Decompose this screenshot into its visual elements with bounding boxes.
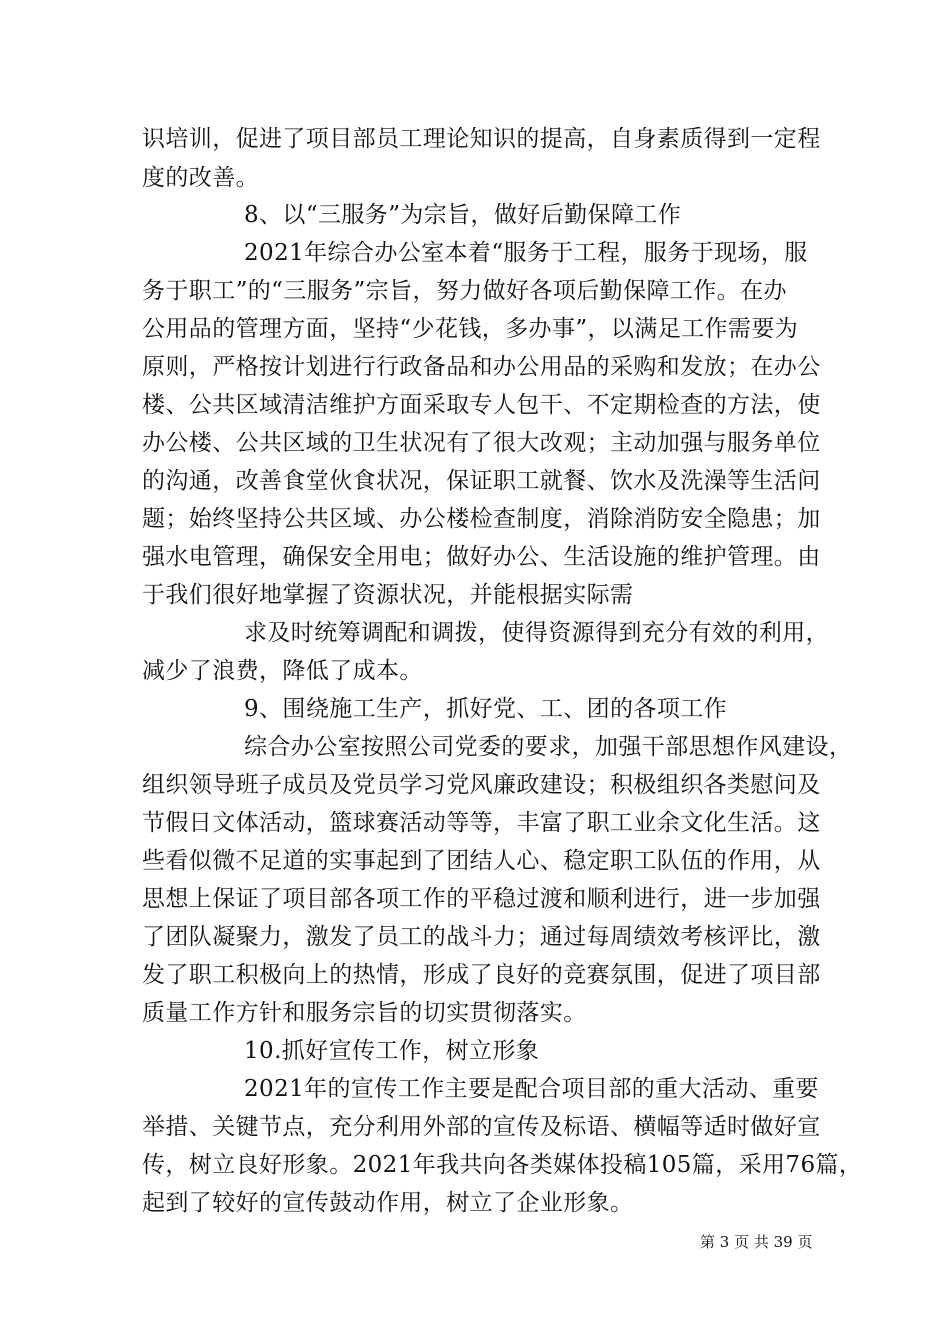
body-line: 组织领导班子成员及党员学习党风廉政建设；积极组织各类慰问及 <box>142 772 821 798</box>
body-line: 发了职工积极向上的热情，形成了良好的竞赛氛围，促进了项目部 <box>142 962 821 988</box>
page-number: 第 3 页 共 39 页 <box>700 1233 813 1251</box>
body-line: 举措、关键节点，充分利用外部的宣传及标语、横幅等适时做好宣 <box>142 1114 821 1140</box>
body-line: 起到了较好的宣传鼓动作用，树立了企业形象。 <box>142 1190 634 1216</box>
body-line: 2021年综合办公室本着“服务于工程，服务于现场，服 <box>244 240 808 266</box>
body-line: 综合办公室按照公司党委的要求，加强干部思想作风建设， <box>244 734 853 760</box>
body-line: 办公楼、公共区域的卫生状况有了很大改观；主动加强与服务单位 <box>142 430 821 456</box>
body-line: 度的改善。 <box>142 165 259 191</box>
body-line: 于我们很好地掌握了资源状况，并能根据实际需 <box>142 582 634 608</box>
body-line: 原则，严格按计划进行行政备品和办公用品的采购和发放；在办公 <box>142 354 821 380</box>
body-line: 识培训，促进了项目部员工理论知识的提高，自身素质得到一定程 <box>142 126 821 152</box>
section-heading-10: 10.抓好宣传工作，树立形象 <box>244 1038 540 1064</box>
body-line: 的沟通，改善食堂伙食状况，保证职工就餐、饮水及洗澡等生活问 <box>142 468 821 494</box>
body-line: 楼、公共区域清洁维护方面采取专人包干、不定期检查的方法，使 <box>142 392 821 418</box>
body-line: 思想上保证了项目部各项工作的平稳过渡和顺利进行，进一步加强 <box>142 886 821 912</box>
section-heading-9: 9、围绕施工生产，抓好党、工、团的各项工作 <box>244 696 728 722</box>
body-line: 务于职工”的“三服务”宗旨，努力做好各项后勤保障工作。在办 <box>142 278 787 304</box>
body-line: 强水电管理，确保安全用电；做好办公、生活设施的维护管理。由 <box>142 544 821 570</box>
body-line: 公用品的管理方面，坚持“少花钱，多办事”，以满足工作需要为 <box>142 316 799 342</box>
body-line: 了团队凝聚力，激发了员工的战斗力；通过每周绩效考核评比，激 <box>142 924 821 950</box>
body-line: 减少了浪费，降低了成本。 <box>142 658 423 684</box>
body-line: 些看似微不足道的实事起到了团结人心、稳定职工队伍的作用，从 <box>142 848 821 874</box>
section-heading-8: 8、以“三服务”为宗旨，做好后勤保障工作 <box>244 202 682 228</box>
body-line: 2021年的宣传工作主要是配合项目部的重大活动、重要 <box>244 1076 819 1102</box>
body-line: 求及时统筹调配和调拨，使得资源得到充分有效的利用， <box>244 620 829 646</box>
body-line: 题；始终坚持公共区域、办公楼检查制度，消除消防安全隐患；加 <box>142 506 821 532</box>
body-line: 质量工作方针和服务宗旨的切实贯彻落实。 <box>142 1000 587 1026</box>
body-line: 传，树立良好形象。2021年我共向各类媒体投稿105篇，采用76篇， <box>142 1152 863 1178</box>
body-line: 节假日文体活动，篮球赛活动等等，丰富了职工业余文化生活。这 <box>142 810 821 836</box>
